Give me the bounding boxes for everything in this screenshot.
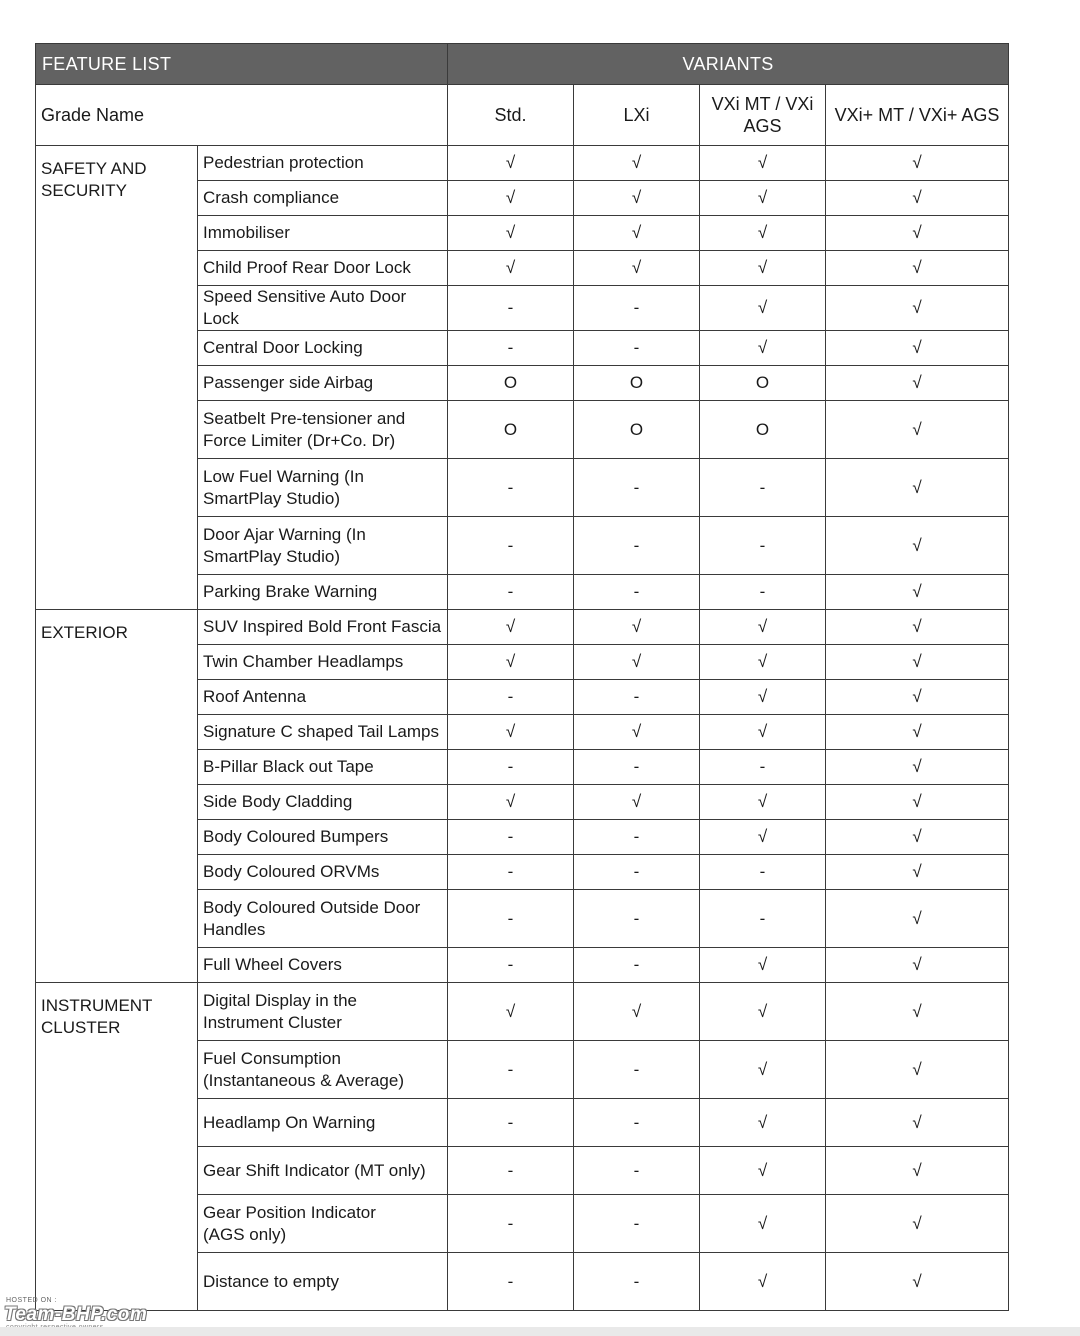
value-std: √ xyxy=(448,146,574,181)
value-std: - xyxy=(448,1195,574,1253)
value-lxi: √ xyxy=(574,610,700,645)
value-lxi: √ xyxy=(574,251,700,286)
value-lxi: - xyxy=(574,750,700,785)
value-vxi: - xyxy=(700,890,826,948)
value-std: - xyxy=(448,948,574,983)
value-vxi-plus: √ xyxy=(826,1041,1009,1099)
value-lxi: - xyxy=(574,1099,700,1147)
value-lxi: √ xyxy=(574,983,700,1041)
value-std: √ xyxy=(448,715,574,750)
value-vxi-plus: √ xyxy=(826,948,1009,983)
watermark-hosted-label: HOSTED ON : xyxy=(6,1297,58,1304)
feature-name: Pedestrian protection xyxy=(198,146,448,181)
grade-vxi: VXi MT / VXi AGS xyxy=(700,85,826,146)
variants-heading: VARIANTS xyxy=(448,44,1009,85)
value-lxi: - xyxy=(574,1147,700,1195)
value-std: - xyxy=(448,1253,574,1311)
value-vxi-plus: √ xyxy=(826,251,1009,286)
value-std: - xyxy=(448,286,574,331)
value-lxi: - xyxy=(574,517,700,575)
value-std: - xyxy=(448,1099,574,1147)
value-vxi-plus: √ xyxy=(826,181,1009,216)
value-std: √ xyxy=(448,785,574,820)
value-vxi: √ xyxy=(700,820,826,855)
value-vxi-plus: √ xyxy=(826,610,1009,645)
value-lxi: - xyxy=(574,855,700,890)
value-vxi: - xyxy=(700,750,826,785)
grade-vxi-plus: VXi+ MT / VXi+ AGS xyxy=(826,85,1009,146)
feature-list-heading: FEATURE LIST xyxy=(36,44,448,85)
value-vxi-plus: √ xyxy=(826,331,1009,366)
value-vxi-plus: √ xyxy=(826,146,1009,181)
value-vxi: √ xyxy=(700,146,826,181)
header-band xyxy=(36,44,1009,85)
value-lxi: - xyxy=(574,1195,700,1253)
value-lxi: √ xyxy=(574,645,700,680)
feature-name: Child Proof Rear Door Lock xyxy=(198,251,448,286)
value-lxi: √ xyxy=(574,181,700,216)
value-std: √ xyxy=(448,181,574,216)
value-lxi: √ xyxy=(574,146,700,181)
value-std: O xyxy=(448,401,574,459)
feature-name: Parking Brake Warning xyxy=(198,575,448,610)
feature-name: Fuel Consumption (Instantaneous & Average) xyxy=(198,1041,448,1099)
value-std: - xyxy=(448,855,574,890)
feature-name: Twin Chamber Headlamps xyxy=(198,645,448,680)
value-vxi-plus: √ xyxy=(826,855,1009,890)
value-std: - xyxy=(448,820,574,855)
value-vxi: √ xyxy=(700,610,826,645)
value-vxi-plus: √ xyxy=(826,820,1009,855)
feature-name: SUV Inspired Bold Front Fascia xyxy=(198,610,448,645)
value-vxi-plus: √ xyxy=(826,785,1009,820)
category-instrument-cluster: INSTRUMENT CLUSTER xyxy=(36,983,198,1311)
value-lxi: - xyxy=(574,890,700,948)
category-safety-security: SAFETY AND SECURITY xyxy=(36,146,198,610)
feature-name: Side Body Cladding xyxy=(198,785,448,820)
value-lxi: - xyxy=(574,286,700,331)
value-vxi: - xyxy=(700,517,826,575)
value-lxi: √ xyxy=(574,216,700,251)
value-lxi: - xyxy=(574,820,700,855)
value-vxi: √ xyxy=(700,216,826,251)
feature-name: Crash compliance xyxy=(198,181,448,216)
feature-name: Gear Position Indicator (AGS only) xyxy=(198,1195,448,1253)
grade-row xyxy=(36,85,1009,146)
feature-list-table xyxy=(35,43,1009,1311)
value-lxi: - xyxy=(574,459,700,517)
value-std: O xyxy=(448,366,574,401)
feature-name: Gear Shift Indicator (MT only) xyxy=(198,1147,448,1195)
value-lxi: - xyxy=(574,575,700,610)
value-vxi: O xyxy=(700,366,826,401)
value-vxi-plus: √ xyxy=(826,1253,1009,1311)
value-vxi-plus: √ xyxy=(826,459,1009,517)
feature-name: Distance to empty xyxy=(198,1253,448,1311)
feature-name: Immobiliser xyxy=(198,216,448,251)
feature-name: Body Coloured ORVMs xyxy=(198,855,448,890)
value-vxi: √ xyxy=(700,1099,826,1147)
value-lxi: O xyxy=(574,366,700,401)
value-vxi: √ xyxy=(700,1147,826,1195)
feature-name: Central Door Locking xyxy=(198,331,448,366)
value-lxi: O xyxy=(574,401,700,459)
grade-lxi: LXi xyxy=(574,85,700,146)
value-vxi-plus: √ xyxy=(826,517,1009,575)
grade-name-label: Grade Name xyxy=(36,85,448,146)
value-vxi: √ xyxy=(700,1041,826,1099)
team-bhp-logo: Team-BHP.com xyxy=(4,1304,148,1325)
value-std: - xyxy=(448,459,574,517)
feature-name: Body Coloured Outside Door Handles xyxy=(198,890,448,948)
value-std: - xyxy=(448,575,574,610)
value-std: - xyxy=(448,1041,574,1099)
feature-name: B-Pillar Black out Tape xyxy=(198,750,448,785)
feature-name: Digital Display in the Instrument Cluster xyxy=(198,983,448,1041)
table-row xyxy=(36,146,1009,181)
table-row xyxy=(36,983,1009,1041)
value-vxi-plus: √ xyxy=(826,1099,1009,1147)
value-vxi: √ xyxy=(700,1195,826,1253)
value-vxi: - xyxy=(700,459,826,517)
value-std: √ xyxy=(448,251,574,286)
value-vxi-plus: √ xyxy=(826,680,1009,715)
value-lxi: - xyxy=(574,948,700,983)
feature-name: Door Ajar Warning (In SmartPlay Studio) xyxy=(198,517,448,575)
value-lxi: - xyxy=(574,680,700,715)
value-std: √ xyxy=(448,610,574,645)
value-vxi-plus: √ xyxy=(826,645,1009,680)
value-vxi-plus: √ xyxy=(826,750,1009,785)
value-vxi: O xyxy=(700,401,826,459)
value-vxi: √ xyxy=(700,331,826,366)
value-vxi-plus: √ xyxy=(826,1147,1009,1195)
value-std: - xyxy=(448,1147,574,1195)
feature-name: Headlamp On Warning xyxy=(198,1099,448,1147)
value-vxi: √ xyxy=(700,181,826,216)
value-lxi: - xyxy=(574,1041,700,1099)
value-std: - xyxy=(448,750,574,785)
table-row xyxy=(36,610,1009,645)
value-vxi-plus: √ xyxy=(826,890,1009,948)
category-exterior: EXTERIOR xyxy=(36,610,198,983)
feature-name: Seatbelt Pre-tensioner and Force Limiter (Dr+Co. Dr) xyxy=(198,401,448,459)
value-vxi: √ xyxy=(700,785,826,820)
value-vxi: √ xyxy=(700,983,826,1041)
value-std: - xyxy=(448,680,574,715)
feature-rows xyxy=(36,146,1009,1311)
value-vxi-plus: √ xyxy=(826,983,1009,1041)
value-vxi-plus: √ xyxy=(826,575,1009,610)
value-lxi: √ xyxy=(574,785,700,820)
value-std: √ xyxy=(448,216,574,251)
value-lxi: √ xyxy=(574,715,700,750)
feature-name: Speed Sensitive Auto Door Lock xyxy=(198,286,448,331)
feature-name: Signature C shaped Tail Lamps xyxy=(198,715,448,750)
value-std: √ xyxy=(448,983,574,1041)
value-vxi: √ xyxy=(700,1253,826,1311)
value-vxi: √ xyxy=(700,251,826,286)
value-vxi: √ xyxy=(700,715,826,750)
value-vxi-plus: √ xyxy=(826,366,1009,401)
value-vxi-plus: √ xyxy=(826,715,1009,750)
value-vxi-plus: √ xyxy=(826,216,1009,251)
value-vxi: √ xyxy=(700,286,826,331)
value-vxi-plus: √ xyxy=(826,401,1009,459)
feature-name: Low Fuel Warning (In SmartPlay Studio) xyxy=(198,459,448,517)
value-std: - xyxy=(448,890,574,948)
value-std: - xyxy=(448,331,574,366)
value-vxi: √ xyxy=(700,948,826,983)
footer-bar xyxy=(0,1327,1080,1336)
feature-name: Roof Antenna xyxy=(198,680,448,715)
value-vxi-plus: √ xyxy=(826,1195,1009,1253)
value-lxi: - xyxy=(574,331,700,366)
value-vxi: - xyxy=(700,575,826,610)
value-std: - xyxy=(448,517,574,575)
value-vxi: √ xyxy=(700,680,826,715)
value-vxi: √ xyxy=(700,645,826,680)
feature-name: Full Wheel Covers xyxy=(198,948,448,983)
value-lxi: - xyxy=(574,1253,700,1311)
value-vxi-plus: √ xyxy=(826,286,1009,331)
grade-std: Std. xyxy=(448,85,574,146)
value-vxi: - xyxy=(700,855,826,890)
feature-name: Body Coloured Bumpers xyxy=(198,820,448,855)
value-std: √ xyxy=(448,645,574,680)
feature-name: Passenger side Airbag xyxy=(198,366,448,401)
